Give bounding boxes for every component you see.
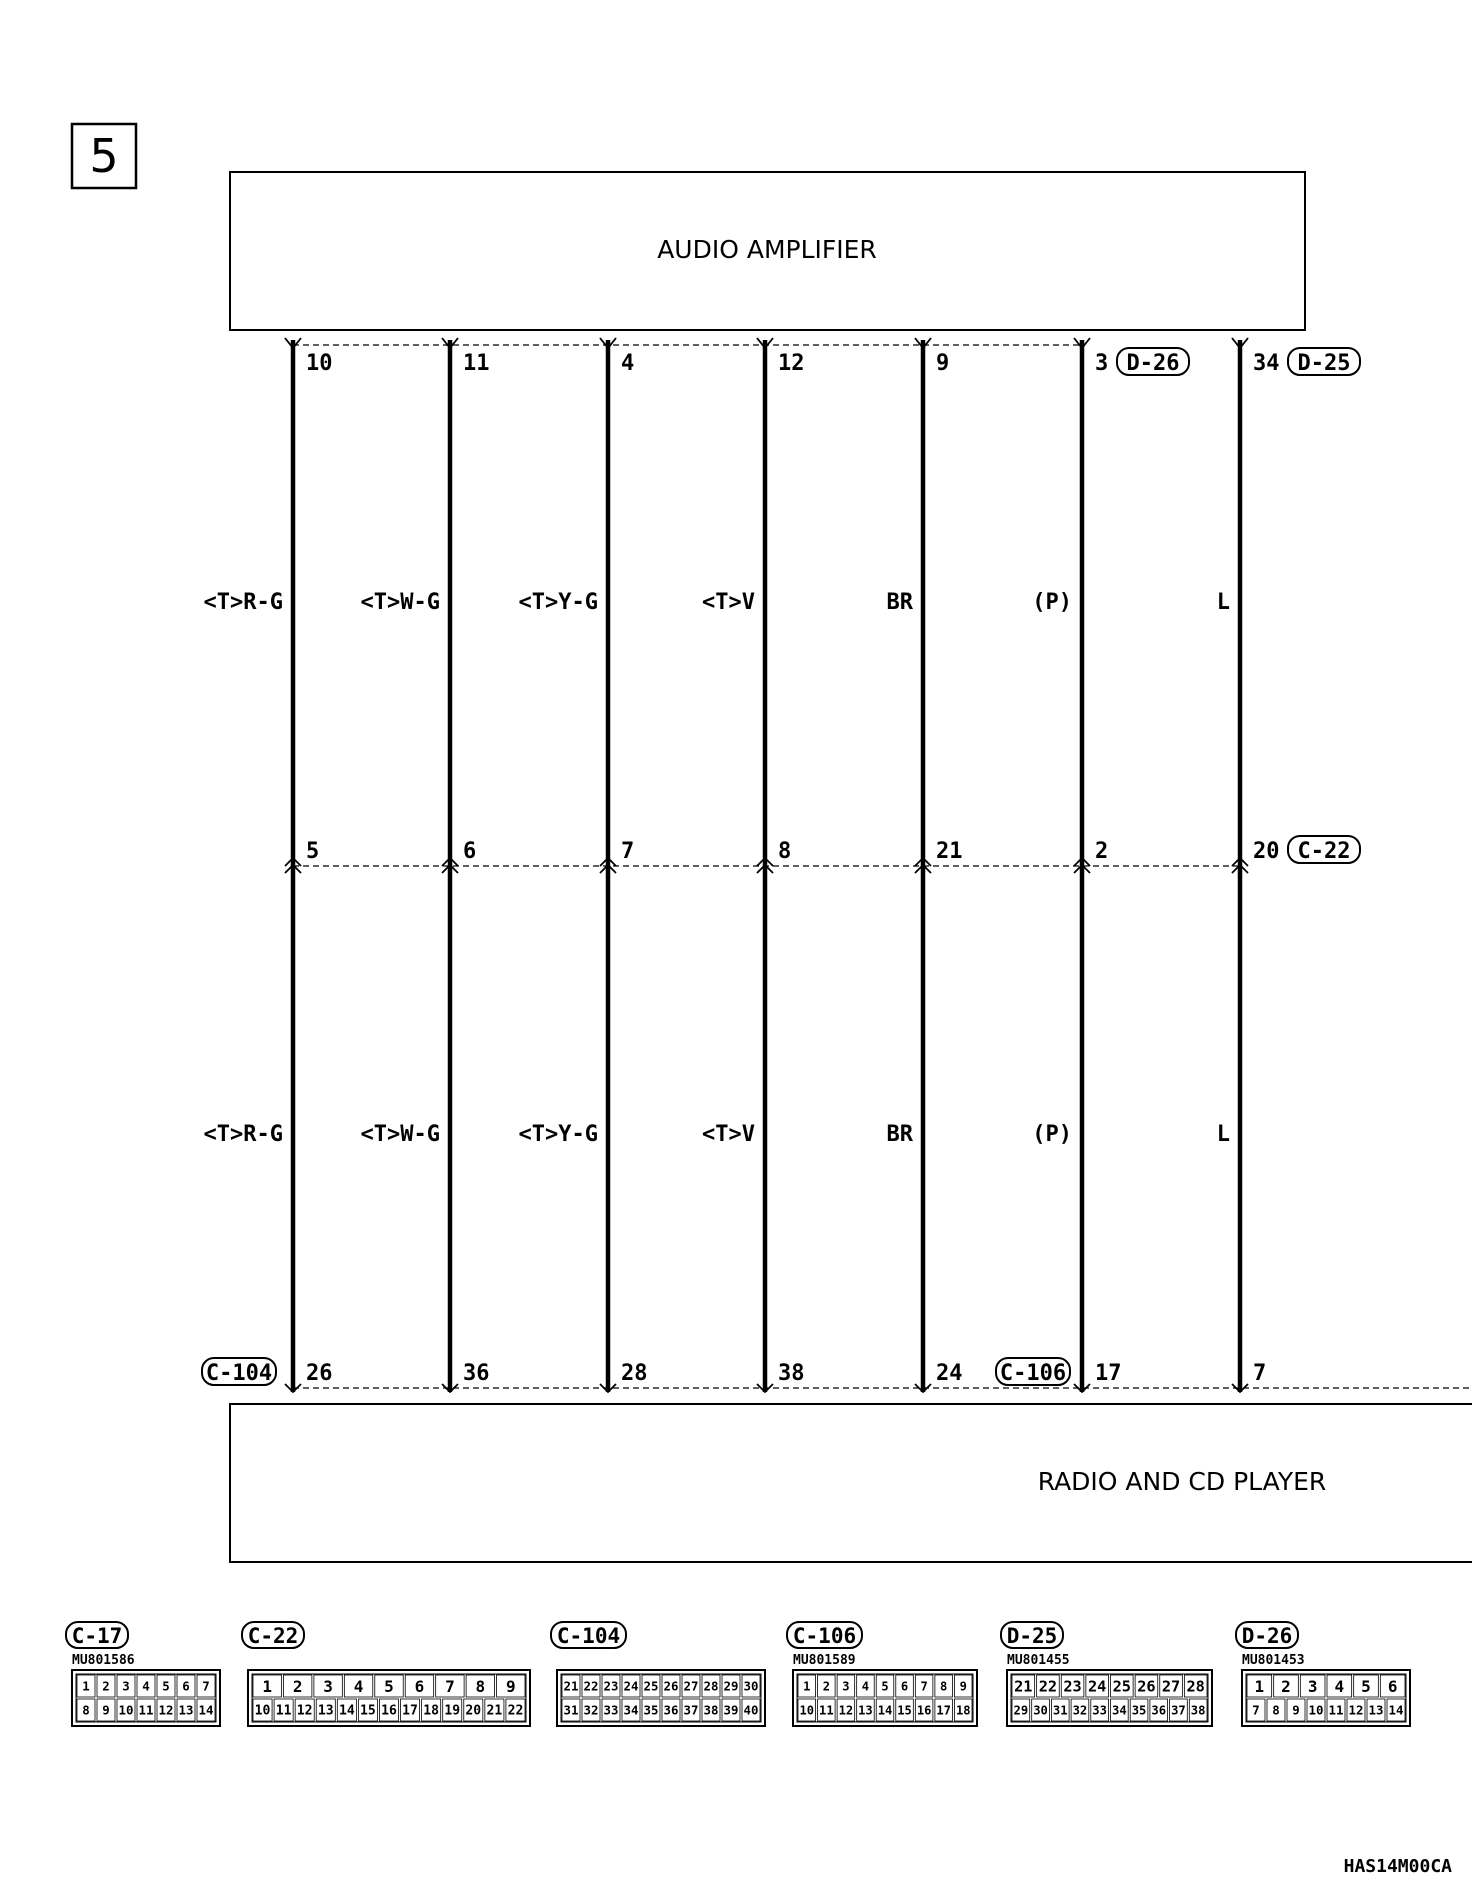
connector-pin-number: 35 <box>1131 1703 1147 1718</box>
wire-color-label: <T>W-G <box>360 590 440 615</box>
connector-legend-item <box>1001 1622 1212 1726</box>
connector-pin-number: 1 <box>803 1679 811 1694</box>
mid-pin-number: 21 <box>936 839 963 864</box>
connector-pin-number: 29 <box>723 1678 739 1694</box>
wire-color-label: <T>R-G <box>203 590 283 615</box>
connector-pin-number: 4 <box>353 1676 364 1696</box>
connector-pin-number: 5 <box>162 1678 170 1694</box>
connector-pin-number: 13 <box>317 1703 334 1719</box>
bottom-pin-number: 28 <box>621 1361 648 1386</box>
connector-pin-number: 8 <box>82 1702 90 1718</box>
connector-pin-number: 7 <box>920 1679 928 1694</box>
connector-pin-number: 12 <box>296 1703 313 1719</box>
connector-pin-number: 9 <box>1292 1702 1300 1718</box>
connector-pin-number: 33 <box>1092 1703 1107 1718</box>
connector-pin-number: 16 <box>916 1703 932 1718</box>
wire-color-label: BR <box>886 1122 913 1147</box>
connector-pin-number: 30 <box>1033 1703 1048 1718</box>
connector-pin-number: 4 <box>1334 1676 1345 1696</box>
connector-pin-number: 1 <box>1254 1676 1265 1696</box>
connector-pin-number: 36 <box>1151 1703 1167 1718</box>
connector-pin-number: 22 <box>507 1703 524 1719</box>
mid-pin-number: 7 <box>621 839 635 864</box>
connector-pin-number: 30 <box>743 1678 759 1694</box>
wire <box>361 338 490 1392</box>
top-pin-number: 4 <box>621 351 635 376</box>
top-pin-number: 10 <box>306 351 333 376</box>
connector-pin-number: 7 <box>1252 1702 1260 1718</box>
connector-legend-item <box>66 1622 220 1726</box>
connector-pin-number: 7 <box>202 1678 210 1694</box>
wire <box>887 338 963 1392</box>
connector-pin-number: 21 <box>486 1703 503 1719</box>
connector-pin-number: 2 <box>292 1676 303 1696</box>
connector-pin-number: 25 <box>643 1678 659 1694</box>
mid-pin-number: 2 <box>1095 839 1109 864</box>
connector-pin-number: 17 <box>402 1703 418 1719</box>
connector-pin-number: 15 <box>360 1703 376 1719</box>
connector-pin-number: 11 <box>138 1702 154 1718</box>
connector-pin-number: 8 <box>1272 1702 1280 1718</box>
connector-pin-number: 38 <box>703 1702 719 1718</box>
connector-legend-item <box>551 1622 765 1726</box>
wire-color-label: <T>V <box>702 590 755 615</box>
connector-pin-number: 4 <box>142 1678 150 1694</box>
connector-pin-number: 17 <box>936 1703 951 1718</box>
connector-pin-number: 2 <box>822 1679 830 1694</box>
connector-pin-number: 3 <box>1307 1676 1318 1696</box>
top-connector-label-d26: D-26 <box>1126 351 1180 376</box>
connector-part-number: MU801453 <box>1242 1653 1305 1668</box>
top-pin-number: 9 <box>936 351 950 376</box>
connector-pin-number: 5 <box>881 1679 889 1694</box>
connector-pin-number: 22 <box>583 1678 599 1694</box>
connector-pin-number: 6 <box>900 1679 909 1694</box>
connector-pin-number: 11 <box>1328 1702 1344 1718</box>
connector-pin-number: 18 <box>423 1703 440 1719</box>
connector-pin-number: 29 <box>1013 1703 1029 1718</box>
mid-connector-label-c22: C-22 <box>1297 839 1351 864</box>
radio-cd-player-label: RADIO AND CD PLAYER <box>1037 1467 1327 1496</box>
connector-pin-number: 12 <box>838 1703 854 1718</box>
wire-color-label: <T>Y-G <box>518 1122 598 1147</box>
wire-color-label: BR <box>886 590 913 615</box>
bottom-pin-number: 24 <box>936 1361 963 1386</box>
connector-pin-number: 23 <box>1063 1677 1082 1696</box>
connector-legend-item <box>787 1622 977 1726</box>
connector-legend-item <box>1236 1622 1410 1726</box>
page-number: 5 <box>89 129 119 183</box>
connector-pin-number: 33 <box>603 1702 619 1718</box>
connector-pin-number: 34 <box>1112 1703 1127 1718</box>
connector-pin-number: 2 <box>102 1678 110 1694</box>
connector-pin-number: 5 <box>384 1676 394 1696</box>
bottom-connector-label-c104: C-104 <box>205 1361 273 1386</box>
connector-pin-number: 8 <box>940 1679 948 1694</box>
connector-pin-number: 14 <box>877 1703 893 1718</box>
top-pin-number: 34 <box>1253 351 1280 376</box>
wire <box>1032 338 1121 1392</box>
top-pin-number: 11 <box>463 351 490 376</box>
connector-pin-number: 27 <box>683 1678 699 1694</box>
bottom-pin-number: 17 <box>1095 1361 1122 1386</box>
connector-id: D-25 <box>1006 1624 1058 1648</box>
wire-color-label: (P) <box>1032 590 1072 615</box>
mid-pin-number: 5 <box>306 839 320 864</box>
connector-pin-number: 3 <box>842 1679 850 1694</box>
connector-pin-number: 26 <box>1137 1677 1156 1696</box>
connector-pin-number: 37 <box>683 1702 699 1718</box>
mid-pin-number: 8 <box>778 839 792 864</box>
connector-pin-number: 18 <box>955 1703 971 1718</box>
connector-pin-number: 12 <box>1348 1702 1364 1718</box>
connector-pin-number: 22 <box>1038 1677 1058 1696</box>
connector-pin-number: 37 <box>1171 1703 1186 1718</box>
wire-color-label: <T>R-G <box>203 1122 283 1147</box>
top-connector-tag-d26 <box>1117 348 1189 376</box>
connector-part-number: MU801586 <box>72 1653 135 1668</box>
connector-part-number: MU801589 <box>793 1653 856 1668</box>
wire-color-label: <T>Y-G <box>518 590 598 615</box>
connector-pin-number: 1 <box>262 1676 273 1696</box>
wire-color-label: <T>V <box>702 1122 755 1147</box>
connector-pin-number: 3 <box>122 1678 130 1694</box>
connector-legend-item <box>242 1622 530 1726</box>
connector-pin-number: 10 <box>118 1702 134 1718</box>
connector-pin-number: 7 <box>445 1676 455 1696</box>
connector-pin-number: 34 <box>623 1702 639 1718</box>
connector-pin-number: 38 <box>1190 1703 1206 1718</box>
connector-pin-number: 16 <box>381 1703 397 1719</box>
wire <box>1217 338 1280 1392</box>
connector-pin-number: 19 <box>444 1703 461 1719</box>
connector-pin-number: 6 <box>414 1676 425 1696</box>
connector-pin-number: 36 <box>663 1702 679 1718</box>
bottom-pin-number: 38 <box>778 1361 805 1386</box>
connector-pin-number: 27 <box>1161 1677 1181 1696</box>
connector-pin-number: 14 <box>1388 1702 1404 1718</box>
wire-color-label: L <box>1216 1122 1230 1147</box>
mid-connector-tag-c22 <box>1288 836 1360 864</box>
wire-color-label: <T>W-G <box>360 1122 440 1147</box>
wire <box>519 338 648 1392</box>
mid-pin-number: 6 <box>463 839 477 864</box>
wire <box>204 338 333 1392</box>
connector-id: C-106 <box>792 1624 857 1648</box>
connector-pin-number: 32 <box>583 1702 599 1718</box>
top-connector-tag-d25 <box>1288 348 1360 376</box>
connector-pin-number: 35 <box>643 1702 659 1718</box>
top-connector-label-d25: D-25 <box>1297 351 1351 376</box>
bottom-connector-label-c106: C-106 <box>999 1361 1067 1386</box>
connector-pin-number: 20 <box>465 1703 482 1719</box>
connector-pin-number: 9 <box>959 1679 967 1694</box>
connector-pin-number: 40 <box>743 1702 759 1718</box>
connector-pin-number: 12 <box>158 1702 174 1718</box>
connector-pin-number: 1 <box>82 1678 90 1694</box>
connector-pin-number: 21 <box>563 1678 579 1694</box>
connector-pin-number: 24 <box>623 1678 639 1694</box>
connector-pin-number: 6 <box>1387 1676 1398 1696</box>
connector-pin-number: 9 <box>102 1702 110 1718</box>
connector-pin-number: 13 <box>858 1703 873 1718</box>
connector-pin-number: 26 <box>663 1678 679 1694</box>
connector-pin-number: 5 <box>1361 1676 1371 1696</box>
bottom-pin-number: 26 <box>306 1361 333 1386</box>
connector-id: D-26 <box>1241 1624 1293 1648</box>
connector-pin-number: 6 <box>182 1678 190 1694</box>
connector-pin-number: 21 <box>1014 1677 1033 1696</box>
connector-pin-number: 10 <box>1308 1702 1324 1718</box>
connector-pin-number: 10 <box>254 1703 271 1719</box>
connector-pin-number: 28 <box>1186 1677 1205 1696</box>
connector-pin-number: 25 <box>1112 1677 1132 1696</box>
connector-pin-number: 13 <box>1368 1702 1384 1718</box>
connector-pin-number: 10 <box>799 1703 815 1718</box>
connector-pin-number: 31 <box>1052 1703 1068 1718</box>
connector-pin-number: 15 <box>897 1703 912 1718</box>
mid-pin-number: 20 <box>1253 839 1280 864</box>
connector-pin-number: 14 <box>338 1703 355 1719</box>
connector-pin-number: 24 <box>1087 1677 1107 1696</box>
wire-color-label: (P) <box>1032 1122 1072 1147</box>
connector-pin-number: 13 <box>178 1702 194 1718</box>
bottom-connector-tag-c104 <box>202 1358 276 1386</box>
connector-id: C-22 <box>247 1624 299 1648</box>
bottom-connector-tag-c106 <box>996 1358 1070 1386</box>
wire <box>702 338 804 1392</box>
top-pin-number: 12 <box>778 351 805 376</box>
connector-pin-number: 39 <box>723 1702 739 1718</box>
connector-pin-number: 31 <box>563 1702 579 1718</box>
connector-pin-number: 11 <box>275 1703 292 1719</box>
connector-part-number: MU801455 <box>1007 1653 1070 1668</box>
bottom-pin-number: 36 <box>463 1361 490 1386</box>
connector-pin-number: 32 <box>1072 1703 1088 1718</box>
connector-id: C-17 <box>71 1624 123 1648</box>
connector-pin-number: 2 <box>1281 1676 1291 1696</box>
audio-amplifier-label: AUDIO AMPLIFIER <box>657 235 877 264</box>
connector-pin-number: 23 <box>603 1678 619 1694</box>
connector-pin-number: 9 <box>505 1676 516 1696</box>
wire-color-label: L <box>1216 590 1230 615</box>
connector-pin-number: 11 <box>819 1703 834 1718</box>
top-pin-number: 3 <box>1095 351 1109 376</box>
figure-code: HAS14M00CA <box>1343 1856 1452 1877</box>
connector-pin-number: 3 <box>323 1676 333 1696</box>
connector-pin-number: 14 <box>198 1702 214 1718</box>
bottom-pin-number: 7 <box>1253 1361 1267 1386</box>
connector-pin-number: 28 <box>703 1678 719 1694</box>
connector-pin-number: 4 <box>861 1679 870 1694</box>
connector-id: C-104 <box>556 1624 621 1648</box>
connector-pin-number: 8 <box>475 1676 486 1696</box>
